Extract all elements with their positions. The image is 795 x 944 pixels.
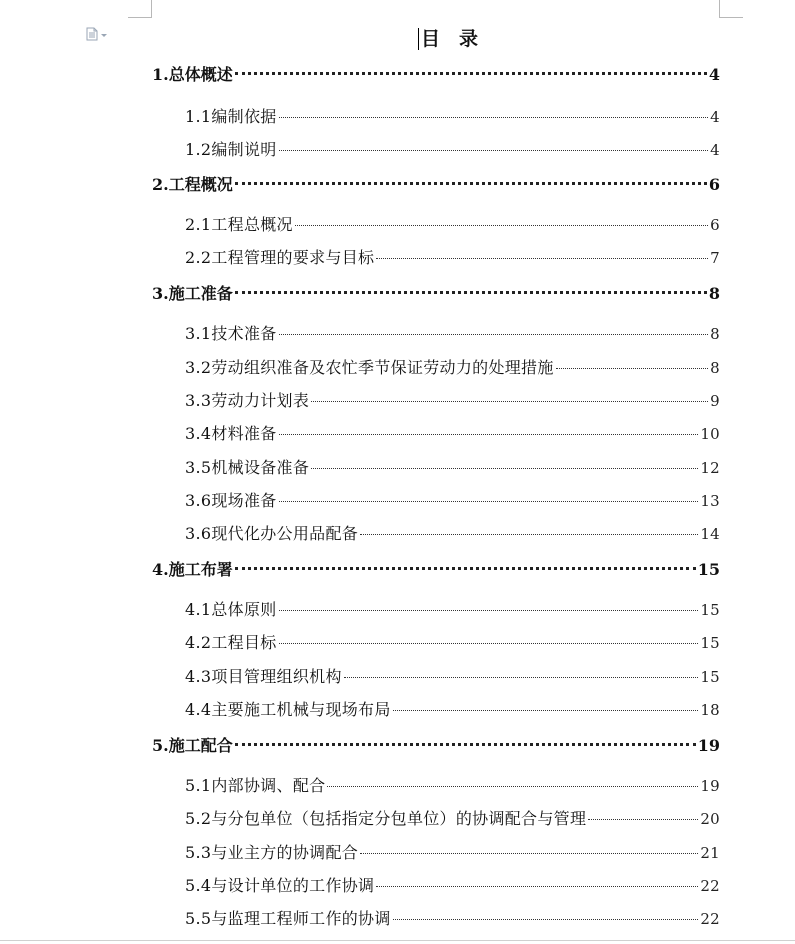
toc-entry-text: 3.6现场准备 bbox=[185, 491, 277, 510]
toc-entry-section[interactable] bbox=[185, 104, 720, 126]
toc-leader-dots bbox=[360, 839, 698, 854]
toc-page-number: 4 bbox=[710, 141, 720, 159]
toc-leader-dots bbox=[311, 387, 708, 402]
toc-entry-chapter[interactable] bbox=[152, 557, 720, 579]
toc-entry-chapter[interactable] bbox=[152, 733, 720, 755]
toc-entry-text: 5.2与分包单位（包括指定分包单位）的协调配合与管理 bbox=[185, 809, 587, 828]
toc-page-number: 6 bbox=[710, 216, 720, 234]
toc-entry-section[interactable] bbox=[185, 630, 720, 652]
toc-entry-text: 3.2劳动组织准备及农忙季节保证劳动力的处理措施 bbox=[185, 358, 554, 377]
toc-page-number: 22 bbox=[700, 877, 720, 895]
page-bottom-divider bbox=[0, 940, 795, 941]
toc-leader-dots bbox=[327, 772, 698, 787]
toc-entry-chapter[interactable] bbox=[152, 281, 720, 303]
toc-entry-section[interactable] bbox=[185, 212, 720, 234]
toc-entry-text: 2.工程概况 bbox=[152, 175, 233, 194]
toc-entry-section[interactable] bbox=[185, 355, 720, 377]
toc-leader-dots bbox=[588, 805, 698, 820]
toc-leader-dots bbox=[376, 244, 708, 259]
toc-page-number: 8 bbox=[710, 325, 720, 343]
toc-entry-text: 5.5与监理工程师工作的协调 bbox=[185, 909, 391, 928]
toc-entry-section[interactable] bbox=[185, 421, 720, 443]
toc-page-number: 8 bbox=[708, 284, 720, 303]
toc-entry-section[interactable] bbox=[185, 388, 720, 410]
toc-leader-dots bbox=[311, 454, 698, 469]
toc-leader-dots bbox=[279, 487, 699, 502]
toc-entry-text: 5.3与业主方的协调配合 bbox=[185, 843, 359, 862]
toc-entry-text: 4.4主要施工机械与现场布局 bbox=[185, 700, 391, 719]
toc-entry-text: 2.2工程管理的要求与目标 bbox=[185, 248, 375, 267]
toc-entry-text: 1.2编制说明 bbox=[185, 140, 277, 159]
toc-page-number: 15 bbox=[700, 668, 720, 686]
toc-entry-text: 3.施工准备 bbox=[152, 284, 233, 303]
toc-entry-chapter[interactable] bbox=[152, 172, 720, 194]
toc-entry-text: 5.1内部协调、配合 bbox=[185, 776, 326, 795]
toc-page-number: 21 bbox=[700, 844, 720, 862]
toc-leader-dots bbox=[235, 553, 696, 570]
toc-entry-text: 5.4与设计单位的工作协调 bbox=[185, 876, 375, 895]
toc-entry-text: 4.1总体原则 bbox=[185, 600, 277, 619]
toc-entry-text: 3.6现代化办公用品配备 bbox=[185, 524, 359, 543]
toc-leader-dots bbox=[279, 629, 699, 644]
toc-entry-text: 5.施工配合 bbox=[152, 736, 233, 755]
toc-entry-section[interactable] bbox=[185, 840, 720, 862]
toc-entry-section[interactable] bbox=[185, 245, 720, 267]
toc-entry-section[interactable] bbox=[185, 597, 720, 619]
toc-entry-text: 1.总体概述 bbox=[152, 65, 233, 84]
toc-leader-dots bbox=[235, 729, 696, 746]
toc-page-number: 6 bbox=[708, 175, 720, 194]
toc-page-number: 14 bbox=[700, 525, 720, 543]
toc-entry-chapter[interactable] bbox=[152, 62, 720, 84]
toc-entry-section[interactable] bbox=[185, 697, 720, 719]
toc-page-number: 19 bbox=[700, 777, 720, 795]
toc-entry-section[interactable] bbox=[185, 664, 720, 686]
toc-entry-section[interactable] bbox=[185, 521, 720, 543]
toc-leader-dots bbox=[279, 420, 699, 435]
toc-page-number: 10 bbox=[700, 425, 720, 443]
toc-entry-section[interactable] bbox=[185, 137, 720, 159]
toc-title: 目 录 bbox=[421, 28, 479, 50]
toc-entry-section[interactable] bbox=[185, 906, 720, 928]
toc-page-number: 4 bbox=[710, 108, 720, 126]
toc-entry-section[interactable] bbox=[185, 806, 720, 828]
toc-entry-section[interactable] bbox=[185, 773, 720, 795]
toc-page-number: 9 bbox=[710, 392, 720, 410]
toc-entry-text: 1.1编制依据 bbox=[185, 107, 277, 126]
toc-page-number: 15 bbox=[700, 634, 720, 652]
toc-page-number: 22 bbox=[700, 910, 720, 928]
toc-entry-text: 4.施工布署 bbox=[152, 560, 233, 579]
toc-page-number: 15 bbox=[700, 601, 720, 619]
toc-leader-dots bbox=[279, 103, 709, 118]
toc-leader-dots bbox=[279, 320, 709, 335]
toc-entry-text: 3.3劳动力计划表 bbox=[185, 391, 310, 410]
toc-leader-dots bbox=[376, 872, 698, 887]
toc-page-number: 12 bbox=[700, 459, 720, 477]
toc-leader-dots bbox=[393, 696, 699, 711]
toc-leader-dots bbox=[344, 663, 699, 678]
toc-page-number: 4 bbox=[708, 65, 720, 84]
toc-page-number: 20 bbox=[700, 810, 720, 828]
toc-leader-dots bbox=[360, 520, 698, 535]
toc-entry-text: 3.4材料准备 bbox=[185, 424, 277, 443]
toc-leader-dots bbox=[279, 596, 699, 611]
toc-page-number: 18 bbox=[700, 701, 720, 719]
toc-leader-dots bbox=[235, 58, 707, 75]
toc-entry-text: 2.1工程总概况 bbox=[185, 215, 293, 234]
toc-entry-text: 4.3项目管理组织机构 bbox=[185, 667, 342, 686]
toc-entry-section[interactable] bbox=[185, 455, 720, 477]
toc-page-number: 13 bbox=[700, 492, 720, 510]
toc-leader-dots bbox=[235, 168, 707, 185]
toc-page-number: 15 bbox=[697, 560, 720, 579]
toc-page-number: 7 bbox=[710, 249, 720, 267]
toc-leader-dots bbox=[393, 905, 699, 920]
toc-entry-section[interactable] bbox=[185, 488, 720, 510]
toc-entry-section[interactable] bbox=[185, 321, 720, 343]
toc-entry-text: 3.5机械设备准备 bbox=[185, 458, 310, 477]
toc-page-number: 19 bbox=[697, 736, 720, 755]
toc-entry-text: 4.2工程目标 bbox=[185, 633, 277, 652]
toc-entry-section[interactable] bbox=[185, 873, 720, 895]
toc-leader-dots bbox=[556, 354, 709, 369]
toc-leader-dots bbox=[235, 277, 707, 294]
toc-leader-dots bbox=[295, 211, 708, 226]
toc-leader-dots bbox=[279, 136, 709, 151]
toc-page-number: 8 bbox=[710, 359, 720, 377]
toc-entry-text: 3.1技术准备 bbox=[185, 324, 277, 343]
